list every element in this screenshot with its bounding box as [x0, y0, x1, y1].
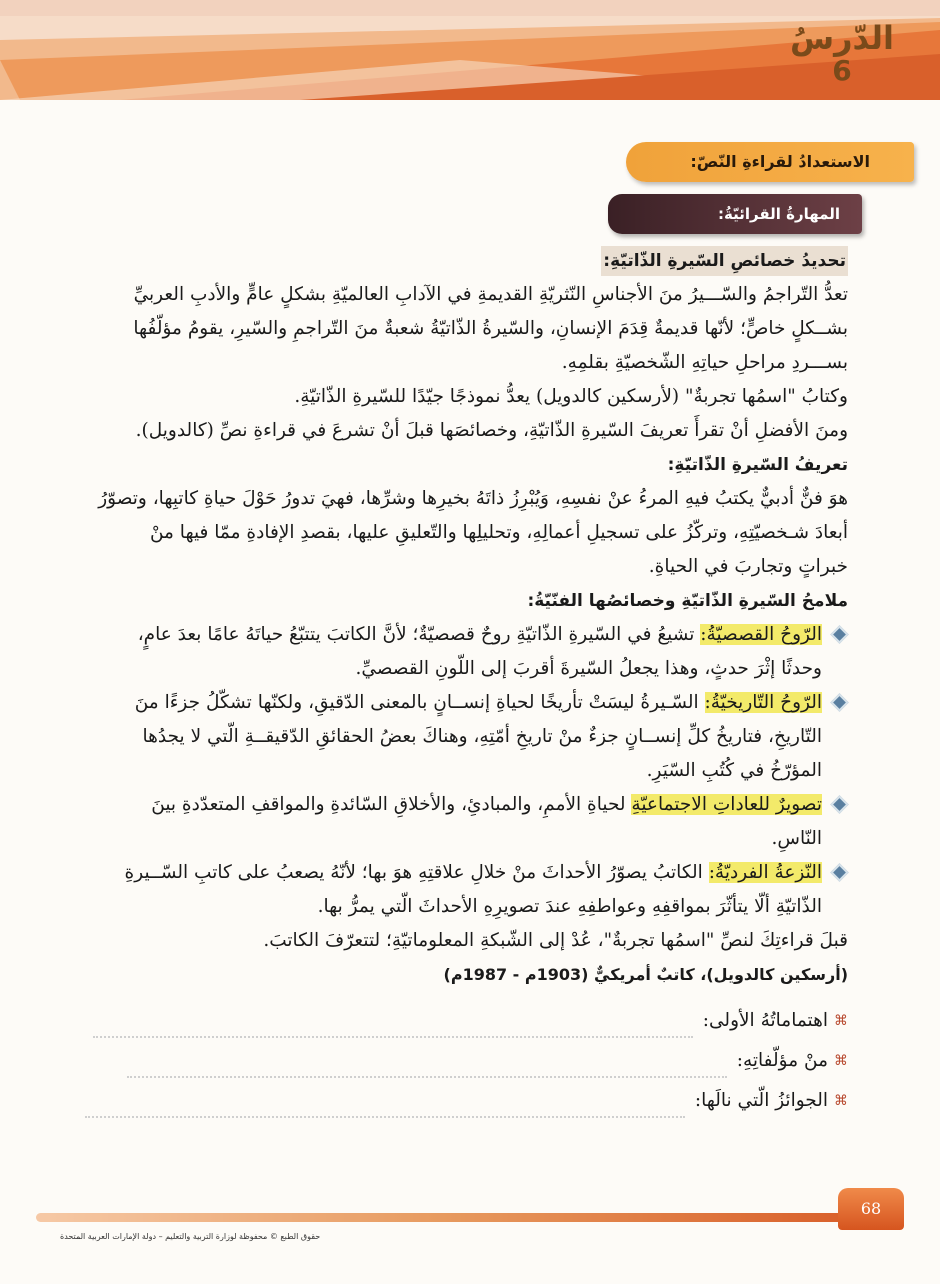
section3-heading: ملامحُ السّيرةِ الذّاتيّةِ وخصائصُها الفنّيّةُ:	[527, 591, 848, 611]
footer-bar	[36, 1213, 848, 1222]
bullet-diamond-icon	[830, 795, 848, 813]
task-line: قبلَ قراءتِكَ لنصِّ "اسمُها تجربةٌ"، عُدْ إلى الشّبكةِ المعلوماتيّةِ؛ لتتعرّفَ الكاتبَ.	[263, 930, 848, 951]
feature-text: تشيعُ في السّيرةِ الذّاتيّةِ روحٌ قصصيّةٌ؛ لأنَّ الكاتبَ يتتبّعُ حياتَهُ عامًا بعدَ عامٍ، وحدثًا إثْرَ حدثٍ، وهذا يجعلُ السّيرةَ أقربَ إلى اللّونِ القصصيِّ.	[137, 624, 822, 679]
research-field[interactable]	[96, 1078, 848, 1118]
research-field[interactable]	[96, 1038, 848, 1078]
research-field[interactable]	[96, 998, 848, 1038]
answer-line[interactable]	[127, 1064, 727, 1078]
field-label: الجوائزُ الّتي نالَها:	[694, 1090, 828, 1111]
feature-text: السّـيرةُ ليسَتْ تأريخًا لحياةِ إنســانٍ بالمعنى الدّقيقِ، ولكنّها تشكّلُ جزءًا منَ التّاريخِ، فتاريخُ كلِّ إنســانٍ جزءٌ منْ تاريخِ أمّتِهِ، وهناكَ بعضُ الحقائقِ الدّقيقــةِ الّتي لا يجدُها المؤرّخُ في كُتُبِ السّيَرِ.	[134, 692, 822, 781]
section1-heading: تحديدُ خصائصِ السّيرةِ الذّاتيّةِ:	[601, 246, 848, 276]
research-fields	[96, 998, 848, 1118]
answer-line[interactable]	[93, 1024, 693, 1038]
prepare-heading: الاستعدادُ لقراءةِ النّصّ:	[626, 142, 914, 182]
section1-para1: تعدُّ التّراجمُ والسّـــيرُ منَ الأجناسِ النّثريّةِ القديمةِ في الآدابِ العالميّةِ بشكلٍ عامٍّ والأدبِ العربيِّ بشــكلٍ خاصٍّ؛ لأنّها قديمةٌ قِدَمَ الإنسانِ، والسّيرةُ الذّاتيّةُ شعبةٌ منَ التّراجمِ والسّيرِ، يقومُ مؤلّفُها بســـردِ مراحلِ حياتِهِ الشّخصيّةِ بقلمِهِ.	[133, 284, 848, 373]
lesson-word: الدّرسُ	[789, 19, 895, 57]
bullet-diamond-icon	[830, 693, 848, 711]
lesson-number: 6	[832, 53, 852, 87]
answer-line[interactable]	[85, 1104, 685, 1118]
section1-para2: وكتابُ "اسمُها تجربةٌ" (لأرسكين كالدويل) يعدُّ نموذجًا جيّدًا للسّيرةِ الذّاتيّةِ.	[294, 386, 848, 407]
square-bullet-icon: ⌘	[834, 1053, 848, 1069]
page-number: 68	[838, 1188, 904, 1230]
feature-term: النّزعةُ الفرديّةُ:	[708, 862, 822, 883]
field-label: منْ مؤلّفاتِهِ:	[736, 1050, 828, 1071]
section2-heading: تعريفُ السّيرةِ الذّاتيّةِ:	[667, 455, 848, 475]
section1-para3: ومنَ الأفضلِ أنْ تقرأَ تعريفَ السّيرةِ الذّاتيّةِ، وخصائصَها قبلَ أنْ تشرعَ في قراءةِ نصِّ (كالدويل).	[135, 420, 848, 441]
feature-item	[96, 788, 848, 856]
feature-item	[96, 618, 848, 686]
section2-para: هوَ فنٌّ أدبيٌّ يكتبُ فيهِ المرءُ عنْ نفسِهِ، وَيُبْرِزُ ذاتَهُ بخيرِها وشرِّها، فهيَ تدورُ حَوْلَ حياةِ كاتبِها، وتصوّرُ أبعادَ شـخصيّتِهِ، وتركّزُ على تسجيلِ أعمالِهِ، وتحليلِها والتّعليقِ عليها، بقصدِ الإفادةِ ممّا فيها منْ خبراتٍ وتجاربَ في الحياةِ.	[98, 488, 848, 577]
field-label: اهتماماتُهُ الأولى:	[702, 1010, 828, 1031]
bullet-diamond-icon	[830, 863, 848, 881]
square-bullet-icon: ⌘	[834, 1093, 848, 1109]
feature-term: الرّوحُ التّاريخيّةُ:	[704, 692, 822, 713]
author-line: (أرسكين كالدويل)، كاتبٌ أمريكيٌّ (1903م - 1987م)	[443, 965, 848, 984]
feature-text: الكاتبُ يصوّرُ الأحداثَ منْ خلالِ علاقتِهِ هوَ بها؛ لأنّهُ يصعبُ على كاتبِ السّــيرةِ الذّاتيّةِ ألّا يتأثّرَ بمواقفِهِ وعواطفِهِ عندَ تصويرِهِ الأحداثَ الّتي يمرُّ بها.	[124, 862, 822, 917]
square-bullet-icon: ⌘	[834, 1013, 848, 1029]
feature-text: لحياةِ الأممِ، والمبادئِ، والأخلاقِ السّائدةِ والمواقفِ المتعدّدةِ بينَ النّاسِ.	[151, 794, 822, 849]
feature-term: تصويرٌ للعاداتِ الاجتماعيّةِ	[631, 794, 822, 815]
skill-heading: المهارةُ القرائيّةُ:	[608, 194, 862, 234]
lesson-title	[782, 19, 902, 87]
lesson-content	[96, 244, 848, 1118]
bullet-diamond-icon	[830, 625, 848, 643]
feature-item	[96, 856, 848, 924]
copyright-notice: حقوق الطبع © محفوظة لوزارة التربية والتعليم – دولة الإمارات العربية المتحدة	[60, 1232, 321, 1241]
feature-item	[96, 686, 848, 788]
feature-term: الرّوحُ القصصيّةُ:	[700, 624, 822, 645]
